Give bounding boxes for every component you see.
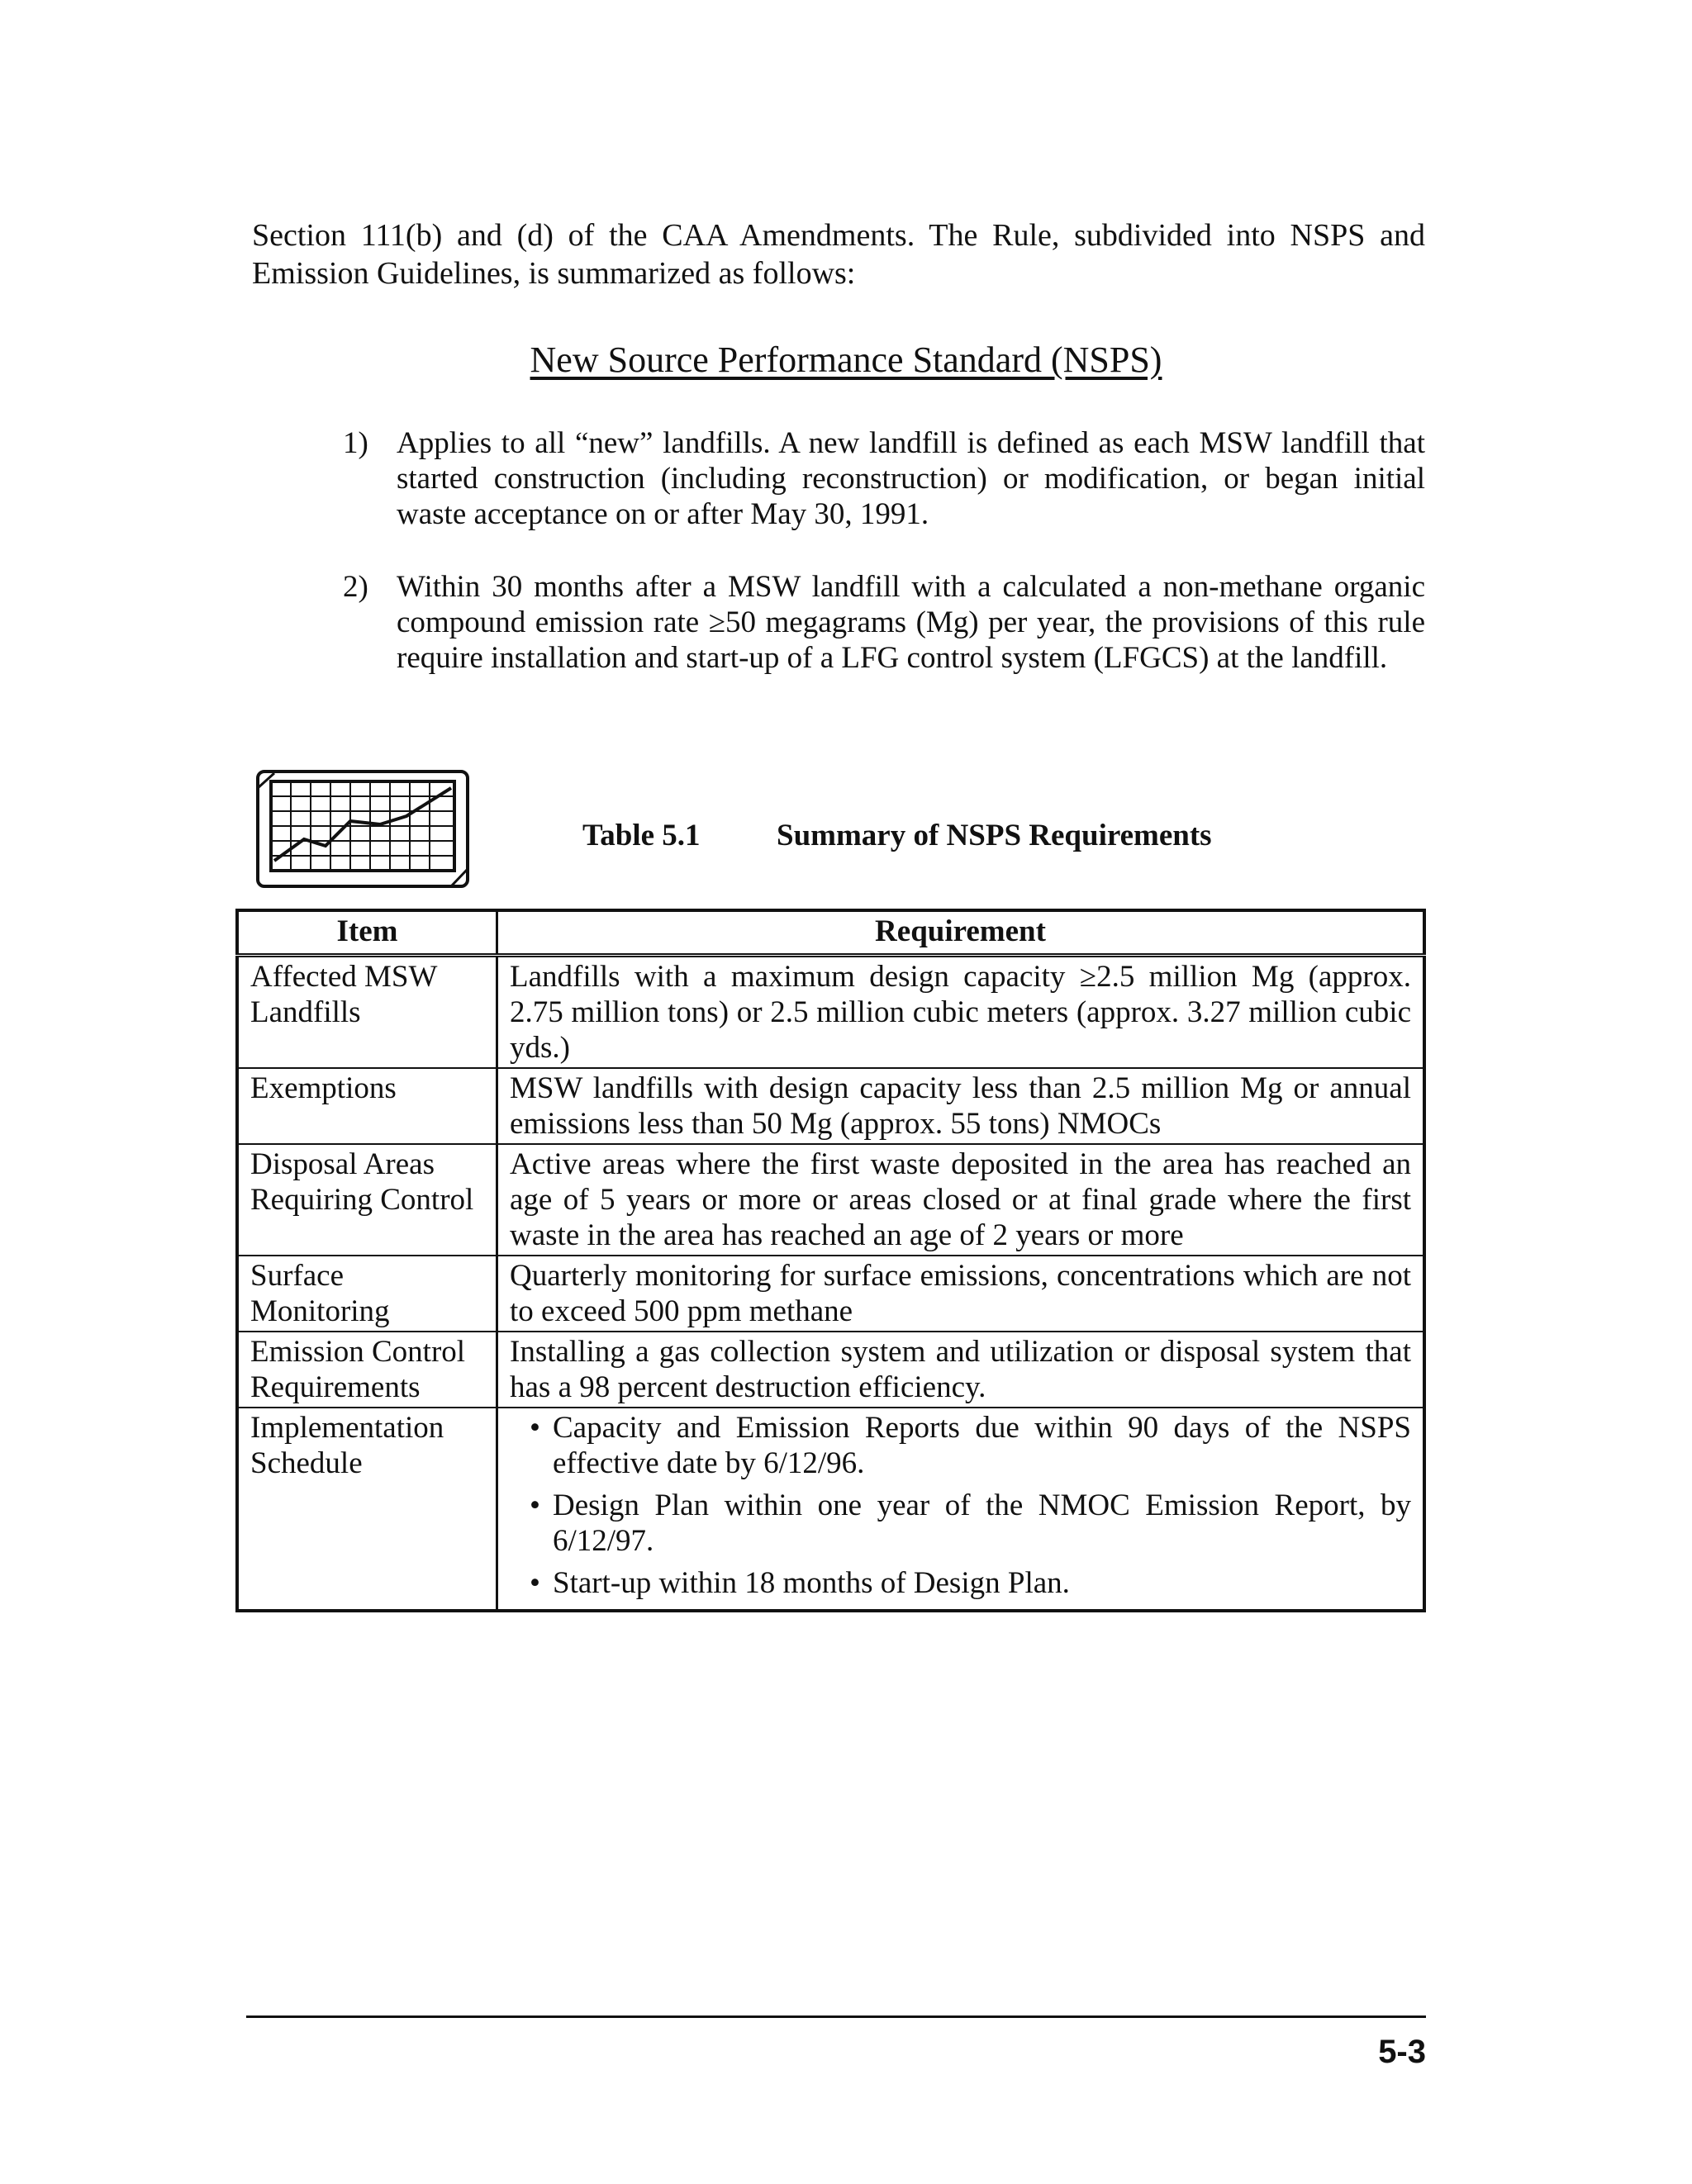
table-row (237, 1408, 1424, 1611)
table-row (237, 1332, 1424, 1408)
list-item-text: Within 30 months after a MSW landfill with a calculated a non-methane organic compound emission rate ≥50 megagrams (Mg) per year, the provisions of this rule require installation and start-up of a LFG control system (LFGCS) at the landfill. (397, 570, 1425, 675)
row-item-cell: Disposal Areas Requiring Control (237, 1144, 497, 1256)
requirements-list (343, 425, 1425, 713)
list-item (343, 425, 1425, 532)
table-header-row (237, 910, 1424, 956)
schedule-bullet-list (510, 1410, 1411, 1601)
row-item-cell: Surface Monitoring (237, 1256, 497, 1332)
list-item (343, 569, 1425, 676)
table-row (237, 1144, 1424, 1256)
table-caption-title: Summary of NSPS Requirements (777, 819, 1212, 852)
section-heading: New Source Performance Standard (NSPS) (530, 339, 1162, 380)
row-requirement-cell: Active areas where the first waste deposited in the area has reached an age of 5 years or more or areas closed or at final grade where the first waste in the area has reached an age of 2 years or more (497, 1144, 1425, 1256)
row-requirement-cell: Quarterly monitoring for surface emissions, concentrations which are not to exceed 500 ppm methane (497, 1256, 1425, 1332)
schedule-bullet-item: • Capacity and Emission Reports due within 90 days of the NSPS effective date by 6/12/96. (533, 1410, 1411, 1481)
row-item-cell: Exemptions (237, 1068, 497, 1144)
table-row (237, 956, 1424, 1069)
row-requirement-cell (497, 1408, 1425, 1611)
footer-rule (246, 2015, 1426, 2018)
row-item-cell: Implementation Schedule (237, 1408, 497, 1611)
row-item-cell: Affected MSW Landfills (237, 956, 497, 1069)
list-item-number: 2) (343, 570, 368, 604)
line-chart-icon (256, 770, 469, 888)
list-item-number: 1) (343, 426, 368, 460)
intro-paragraph (252, 216, 1425, 292)
row-requirement-cell: Installing a gas collection system and utilization or disposal system that has a 98 percent destruction efficiency. (497, 1332, 1425, 1408)
table-row (237, 1256, 1424, 1332)
list-item-text: Applies to all “new” landfills. A new landfill is defined as each MSW landfill that started construction (including reconstruction) or modification, or began initial waste acceptance on or after May 30, 1991. (397, 426, 1425, 531)
column-header-requirement: Requirement (497, 910, 1425, 956)
nsps-requirements-table (235, 909, 1426, 1612)
page-number: 5-3 (1378, 2034, 1426, 2070)
row-requirement-cell: MSW landfills with design capacity less than 2.5 million Mg or annual emissions less than 50 Mg (approx. 55 tons) NMOCs (497, 1068, 1425, 1144)
intro-line-2: Emission Guidelines, is summarized as follows: (252, 256, 856, 291)
row-requirement-cell: Landfills with a maximum design capacity ≥2.5 million Mg (approx. 2.75 million tons) or 2.5 million cubic meters (approx. 3.27 million cubic yds.) (497, 956, 1425, 1069)
schedule-bullet-item: • Design Plan within one year of the NMOC Emission Report, by 6/12/97. (533, 1488, 1411, 1559)
schedule-bullet-item: • Start-up within 18 months of Design Plan. (533, 1565, 1411, 1601)
intro-line-1: Section 111(b) and (d) of the CAA Amendments. The Rule, subdivided into NSPS and (252, 218, 1425, 253)
row-item-cell: Emission Control Requirements (237, 1332, 497, 1408)
column-header-item: Item (237, 910, 497, 956)
table-row (237, 1068, 1424, 1144)
table-caption-number: Table 5.1 (582, 819, 701, 852)
